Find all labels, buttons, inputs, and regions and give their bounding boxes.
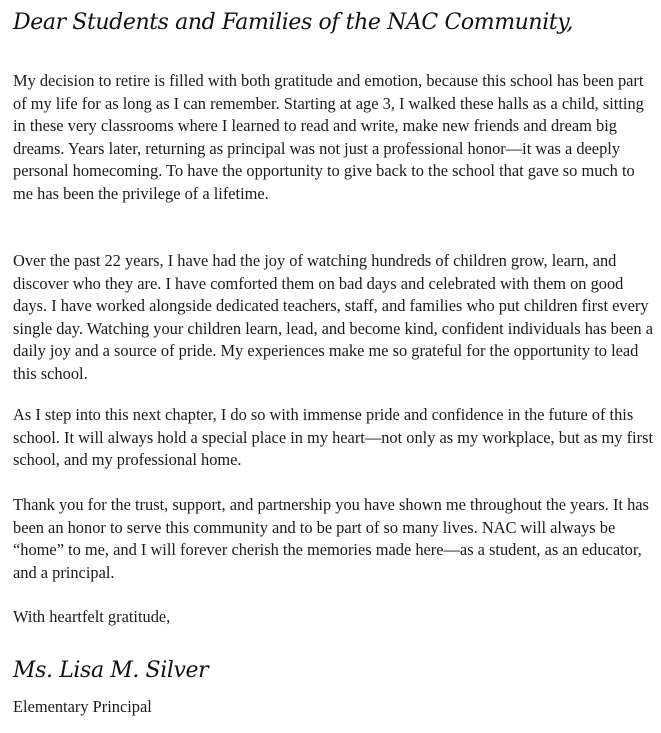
closing: With heartfelt gratitude, xyxy=(13,607,171,626)
paragraph-next-chapter: As I step into this next chapter, I do so with immense pride and confidence in the future of this school. It will always hold a special place in my heart—not only as my workplace, but as my first school, and my professional home. xyxy=(13,405,653,470)
paragraph-retirement: My decision to retire is filled with both gratitude and emotion, because this school has been part of my life for as long as I can remember. Starting at age 3, I walked these halls as a child, sitting in these very classrooms where I learned to read and write, make new friends and dream big dreams. Years later, returning as principal was not just a professional honor—it was a deeply personal homecoming. To have the opportunity to give back to the school that gave so much to me has been the privilege of a lifetime. xyxy=(13,71,644,203)
signature: Ms. Lisa M. Silver xyxy=(13,658,209,683)
paragraph-thank-you: Thank you for the trust, support, and partnership you have shown me throughout the years. It has been an honor to serve this community and to be part of so many lives. NAC will always be “home” to me, and I will forever cherish the memories made here—as a student, as an educator, and a principal. xyxy=(13,495,649,582)
salutation: Dear Students and Families of the NAC Community, xyxy=(13,10,573,35)
signer-title: Elementary Principal xyxy=(13,697,152,716)
paragraph-years-of-service: Over the past 22 years, I have had the joy of watching hundreds of children grow, learn, and discover who they are. I have comforted them on bad days and celebrated with them on good days. I have worked alongside dedicated teachers, staff, and families who put children first every single day. Watching your children learn, lead, and become kind, confident individuals has been a daily joy and a source of pride. My experiences make me so grateful for the opportunity to lead this school. xyxy=(13,251,653,383)
